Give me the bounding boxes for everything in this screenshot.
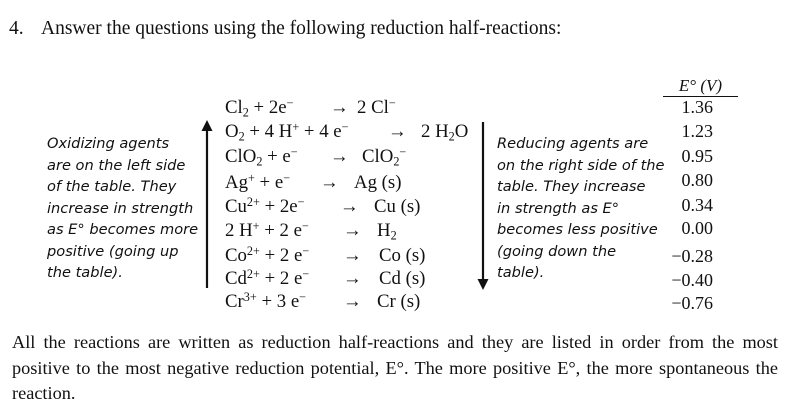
potential-value: 0.34 (681, 195, 713, 215)
oxidizing-note-line: are on the left side (47, 156, 186, 174)
products: Cd (s) (379, 268, 426, 289)
reaction-arrow: → (330, 97, 349, 118)
reducing-note-line: becomes less positive (497, 221, 658, 238)
potential-value: 0.95 (681, 146, 713, 166)
potential-value: −0.40 (671, 270, 713, 290)
reactants: 2 H+ + 2 e− (225, 218, 309, 241)
products: 2 Cl− (357, 95, 396, 118)
reaction-arrow: → (388, 121, 407, 142)
potential-value: 1.23 (681, 121, 713, 141)
oxidizing-note-line: the table). (47, 264, 123, 281)
reducing-note-line: table. They increase (497, 178, 646, 195)
reducing-note-line: (going down the (497, 242, 617, 260)
reaction-arrow: → (343, 220, 362, 241)
reactants: $Cu^{2+} + 2e^-$ (225, 194, 305, 217)
oxidizing-note-line: as E° becomes more (47, 221, 199, 238)
reactants: $Cl_2 + 2e^-$ (225, 95, 294, 120)
products: Cr (s) (377, 291, 421, 312)
reaction-arrow: → (320, 172, 339, 193)
reducing-note-line: table). (497, 264, 545, 281)
oxidizing-note-line: Oxidizing agents (47, 135, 170, 152)
reactants: Ag+ + e− (225, 170, 291, 193)
oxidizing-note-line: increase in strength (47, 199, 194, 217)
reaction-arrow: → (343, 245, 362, 266)
potential-value: −0.76 (671, 293, 713, 313)
products: Co (s) (379, 245, 426, 266)
oxidizing-note-line: of the table. They (47, 178, 177, 195)
potential-value: 1.36 (681, 97, 713, 117)
reactants: $Cr^{3+} + 3$ e− (225, 289, 307, 312)
reaction-arrow: → (343, 268, 362, 289)
summary-paragraph: All the reactions are written as reduction half-reactions and they are listed in order from the most positive to the most negative reduction potential, E°. The more positive E°, the more spontaneous the reaction. (12, 332, 778, 403)
reducing-note-line: in strength as E° (497, 199, 620, 217)
reactants: ClO$_2$ + e− (225, 144, 298, 169)
products: 2 $H_2O$ (421, 121, 469, 144)
potential-value: 0.80 (681, 170, 713, 190)
potential-value: −0.28 (671, 246, 713, 266)
reaction-arrow: → (330, 146, 349, 167)
reducing-note-line: on the right side of the (497, 156, 665, 174)
reactants: $Cd^{2+} + 2$ e− (225, 266, 310, 289)
potential-value: 0.00 (681, 218, 713, 238)
question-text: Answer the questions using the following reduction half-reactions: (41, 18, 562, 39)
reaction-arrow: → (343, 291, 362, 312)
oxidizing-note-line: positive (going up (47, 242, 179, 260)
reactants: $Co^{2+} + 2$ e− (225, 243, 310, 266)
products: Ag (s) (354, 172, 402, 193)
reaction-arrow: → (340, 196, 359, 217)
products: $H_2$ (377, 220, 397, 243)
question-heading (9, 18, 561, 40)
reactants: $O_2 + 4$ H+ + 4 e− (225, 119, 349, 144)
products: Cu (s) (374, 196, 421, 217)
products: ClO$_2$− (362, 144, 407, 169)
question-number: 4. (9, 18, 24, 39)
potential-column-header: E° (V) (663, 77, 738, 97)
reducing-note-line: Reducing agents are (497, 135, 649, 152)
